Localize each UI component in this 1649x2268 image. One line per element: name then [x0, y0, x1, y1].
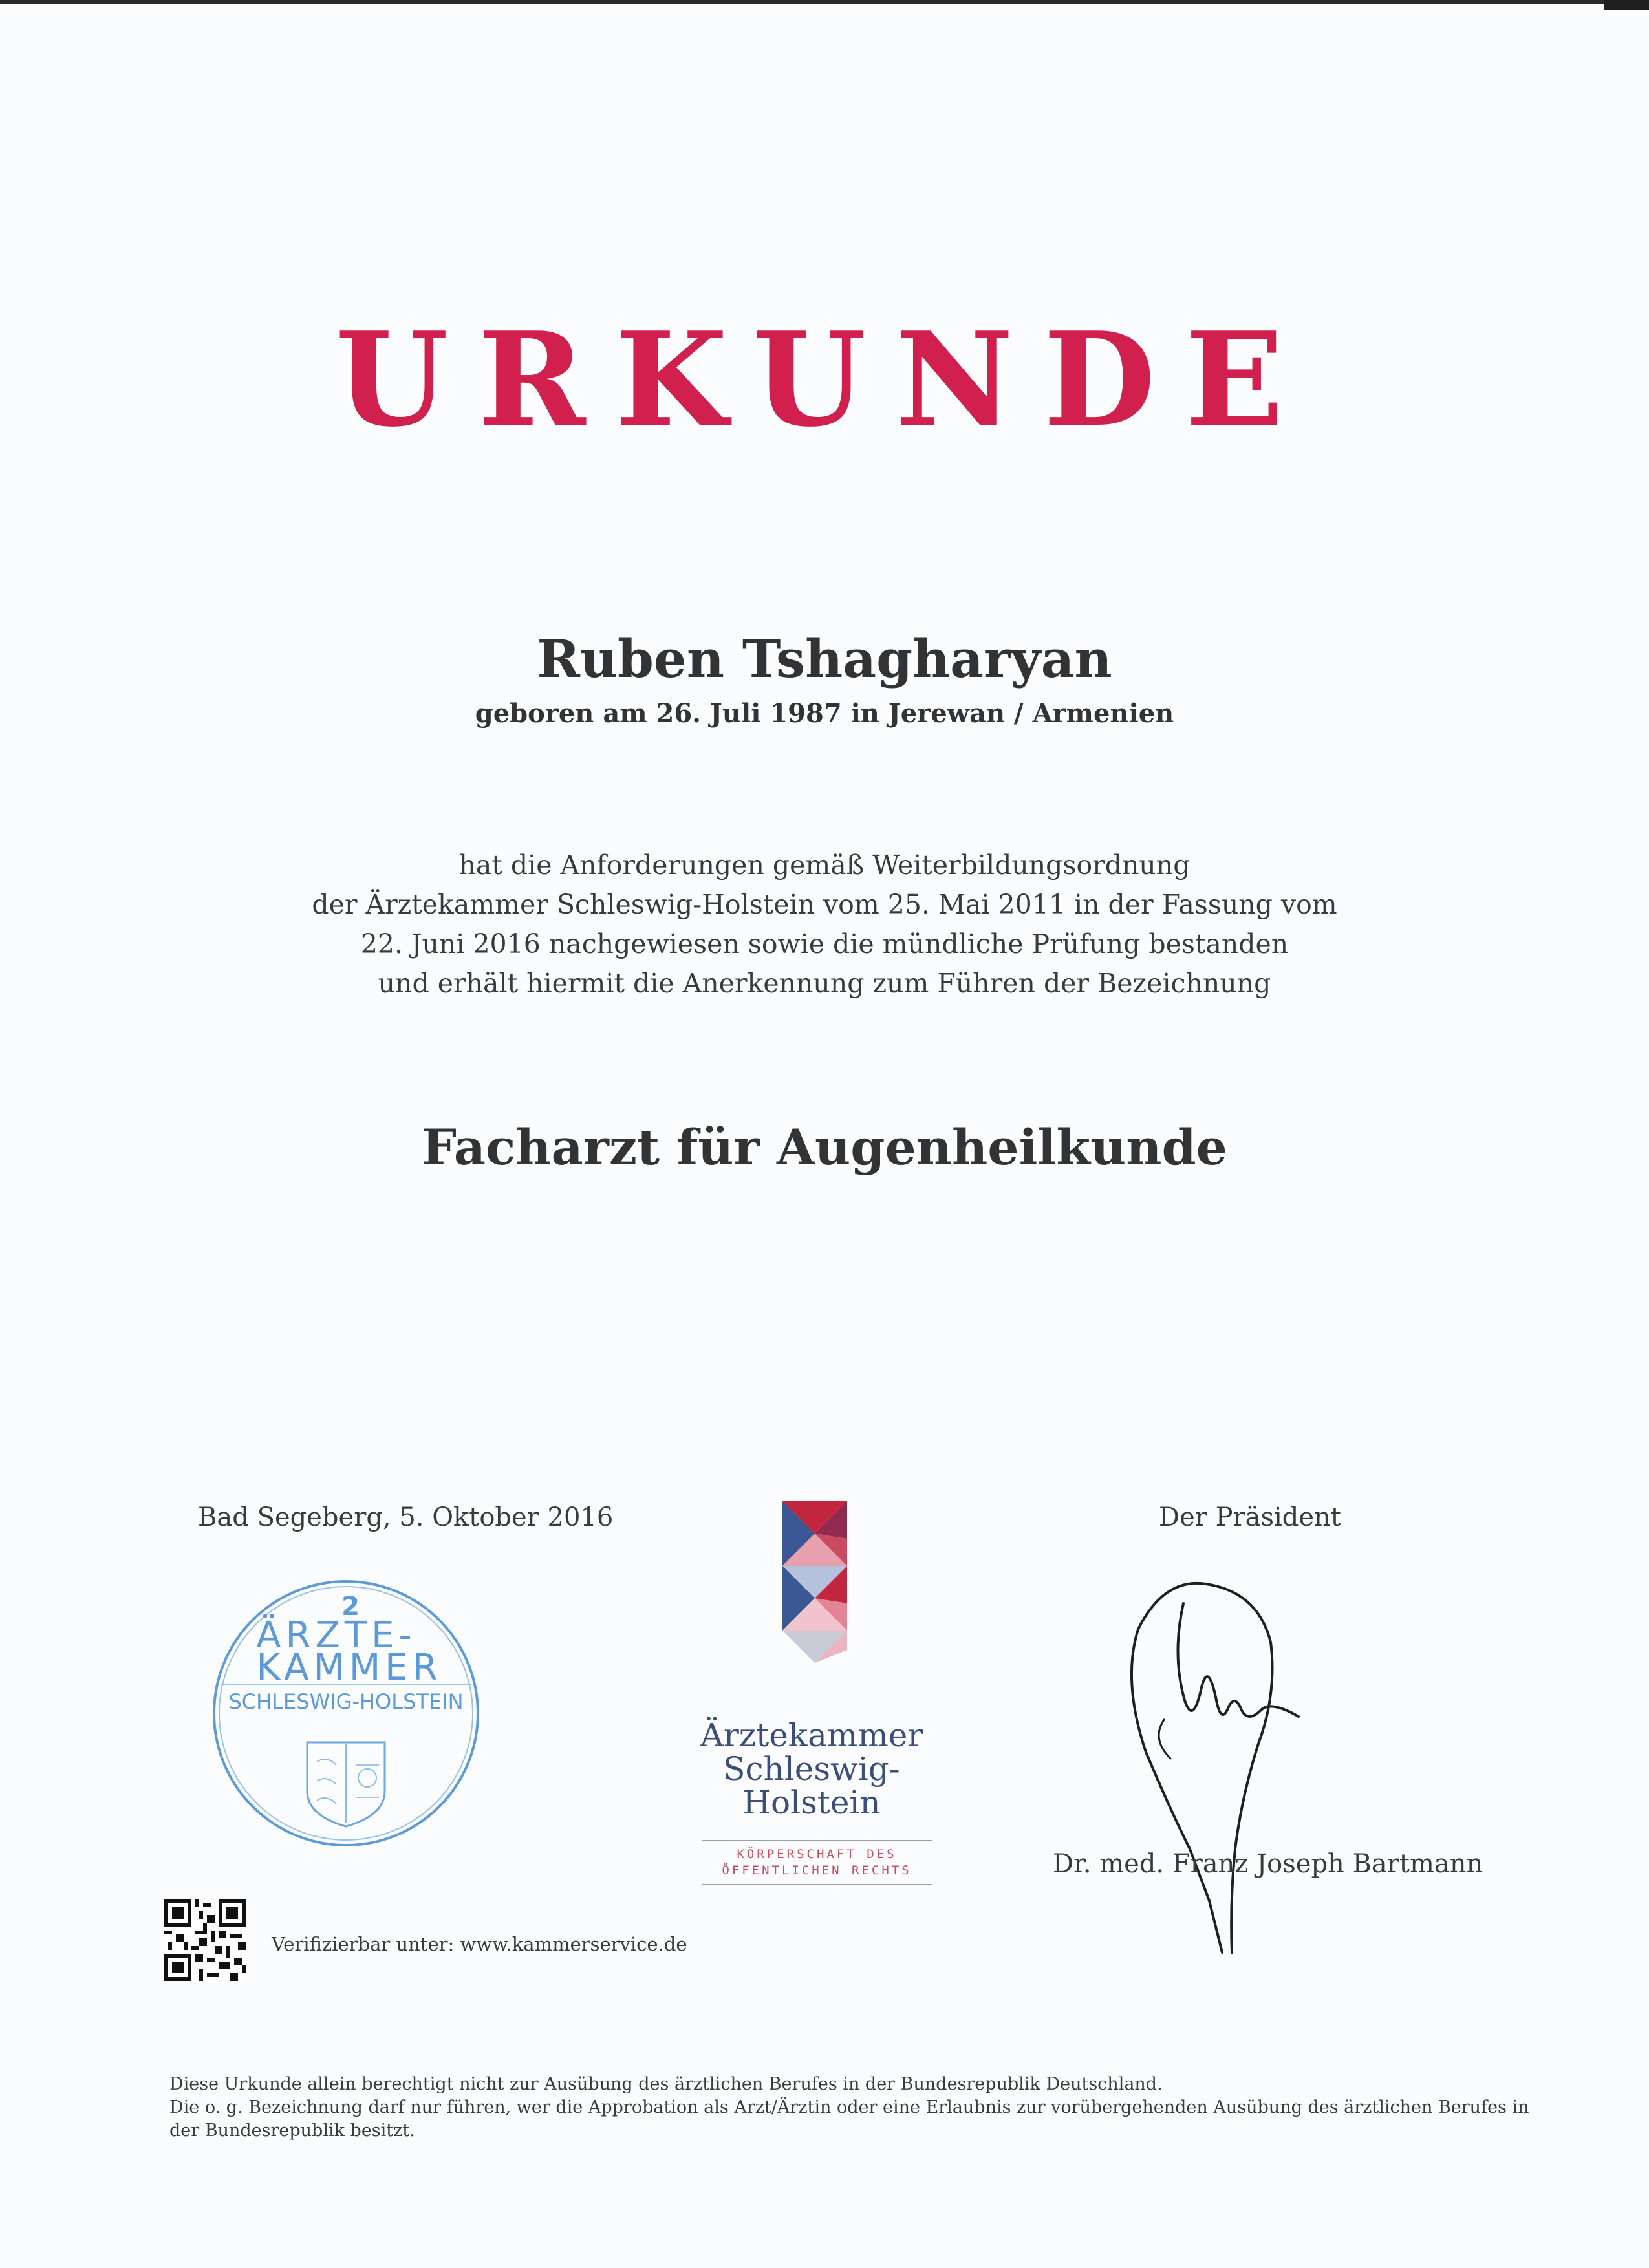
- logo-subtitle-line: KÖRPERSCHAFT DES: [737, 1847, 897, 1861]
- president-name: Dr. med. Franz Joseph Bartmann: [1053, 1849, 1483, 1879]
- logo-subtitle: [702, 1846, 932, 1879]
- body-line: und erhält hiermit die Anerkennung zum Führen der Bezeichnung: [378, 968, 1271, 999]
- footer-disclaimer: [169, 2073, 1529, 2143]
- president-label: Der Präsident: [1159, 1503, 1341, 1532]
- recipient-name: Ruben Tshagharyan: [537, 628, 1112, 689]
- footer-line: Diese Urkunde allein berechtigt nicht zur Ausübung des ärztlichen Berufes in der Bundesrepublik Deutschland.: [169, 2074, 1163, 2094]
- birth-line: geboren am 26. Juli 1987 in Jerewan / Armenien: [475, 698, 1174, 729]
- specialist-designation: Facharzt für Augenheilkunde: [421, 1118, 1228, 1176]
- logo-line: Schleswig-: [723, 1750, 900, 1788]
- body-line: hat die Anforderungen gemäß Weiterbildungsordnung: [458, 850, 1191, 881]
- logo-divider: [702, 1884, 932, 1885]
- document-title: URKUNDE: [335, 304, 1314, 456]
- certificate-body: [0, 846, 1649, 1003]
- seal-line2: KAMMER: [256, 1647, 442, 1689]
- chamber-logo-text: [695, 1718, 928, 1819]
- seal-stamp-icon: [207, 1578, 485, 1849]
- place-and-date: Bad Segeberg, 5. Oktober 2016: [198, 1503, 614, 1532]
- signature-icon: [1125, 1565, 1319, 1965]
- chamber-logo-icon: [770, 1500, 867, 1694]
- seal-line3: SCHLESWIG-HOLSTEIN: [228, 1689, 464, 1714]
- seal-line1: ÄRZTE-: [256, 1614, 416, 1656]
- qr-code-icon: [164, 1899, 246, 1981]
- logo-line: Holstein: [742, 1784, 881, 1821]
- footer-line: der Bundesrepublik besitzt.: [169, 2121, 415, 2141]
- top-border-rule: [0, 0, 1649, 4]
- scan-corner-mark: [1604, 0, 1649, 10]
- body-line: der Ärztekammer Schleswig-Holstein vom 25. Mai 2011 in der Fassung vom: [312, 889, 1337, 920]
- logo-line: Ärztekammer: [700, 1717, 923, 1754]
- footer-line: Die o. g. Bezeichnung darf nur führen, wer die Approbation als Arzt/Ärztin oder eine Erlaubnis zur vorübergehenden Ausübung des ärztlichen Berufes in: [169, 2097, 1529, 2117]
- logo-divider: [702, 1840, 932, 1841]
- verification-note: Verifizierbar unter: www.kammerservice.de: [272, 1933, 687, 1955]
- logo-subtitle-line: ÖFFENTLICHEN RECHTS: [722, 1863, 912, 1878]
- body-line: 22. Juni 2016 nachgewiesen sowie die mündliche Prüfung bestanden: [360, 928, 1289, 959]
- seal-number: 2: [341, 1592, 360, 1621]
